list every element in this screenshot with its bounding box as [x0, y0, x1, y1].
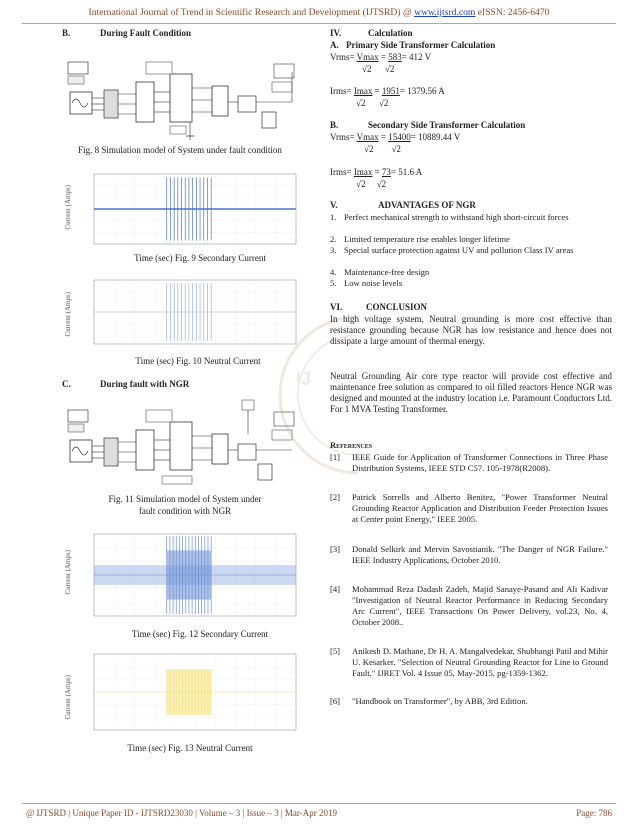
footer-divider	[22, 803, 616, 804]
vrms-a-result: = 412 V	[401, 52, 432, 62]
fig11-caption-line2: fault condition with NGR	[138, 506, 232, 516]
vrms-a-val: 583	[388, 52, 402, 62]
reference-text: "Handbook on Transformer", by ABB, 3rd Edition.	[352, 696, 528, 706]
fig8-caption: Fig. 8 Simulation model of System under fault condition	[78, 145, 282, 155]
vrms-b-val: 15400	[388, 132, 411, 142]
section-v-title: ADVANTAGES OF NGR	[378, 200, 476, 210]
section-b-title: During Fault Condition	[100, 28, 192, 38]
reference-text: Mohammad Reza Dadash Zadeh, Majid Sanaye-Pasand and Ali Kadivar "Investigation of Neutral Reactor Performance in Reducing Secondary Arc Current", IEEE Transactions On Power Delivery, vol.23, No. 4, October 2008..	[352, 584, 608, 627]
irms-a-val: 1951	[381, 86, 400, 96]
section-c-number: C.	[62, 379, 71, 389]
vrms-a-label: Vrms=	[330, 52, 357, 62]
fig8-simulink-model	[62, 42, 298, 140]
vrms-secondary-formula	[330, 132, 460, 143]
fig11-simulink-model	[62, 394, 298, 490]
fig12-ylabel: Current (Amps)	[64, 550, 72, 595]
header-divider	[22, 23, 616, 24]
advantage-text: Limited temperature rise enables longer lifetime	[344, 234, 510, 244]
fig10-caption: Time (sec) Fig. 10 Neutral Current	[135, 356, 261, 366]
journal-header	[0, 7, 638, 18]
vrms-secondary-denominator: √2 √2	[364, 144, 401, 154]
advantage-text: Perfect mechanical strength to withstand high short-circuit forces	[344, 212, 569, 222]
vrms-b-eq: =	[378, 132, 389, 142]
fig9-ylabel: Current (Amps)	[64, 185, 72, 230]
irms-a-eq: =	[372, 86, 382, 96]
advantage-number: 1.	[330, 212, 337, 222]
reference-number: [2]	[330, 492, 341, 502]
section-iv-title: Calculation	[368, 28, 413, 38]
irms-a-num: Imax	[353, 86, 373, 96]
section-b-number: B.	[62, 28, 71, 38]
irms-b-eq: =	[372, 167, 382, 177]
fig12-secondary-current-plot	[78, 530, 300, 626]
irms-b-label: Irms=	[330, 167, 354, 177]
irms-a-label: Irms=	[330, 86, 354, 96]
reference-text: Donald Selkirk and Mervin Savostianik. "The Danger of NGR Failure." IEEE Industry Applications, October 2010.	[352, 544, 608, 565]
waveform-band	[167, 669, 211, 715]
irms-secondary-formula	[330, 167, 422, 178]
reference-number: [5]	[330, 646, 341, 656]
irms-b-val: 73	[381, 167, 391, 177]
journal-name: International Journal of Trend in Scientific Research and Development (IJTSRD) @	[88, 7, 415, 18]
references-list	[330, 452, 614, 706]
fig13-ylabel: Current (Amps)	[64, 675, 72, 720]
waveform-band	[167, 550, 211, 599]
conclusion-paragraph-1: In high voltage system, Neutral grounding is more cost effective than resistance grounding because NGR has low resistance and hence does not dissipate a large amount of thermal energy.	[330, 314, 612, 346]
advantage-number: 2.	[330, 234, 337, 244]
section-c-title: During fault with NGR	[100, 379, 190, 389]
vrms-a-eq: =	[378, 52, 389, 62]
vrms-a-num: Vmax	[356, 52, 379, 62]
advantage-number: 4.	[330, 267, 337, 277]
fig13-caption: Time (sec) Fig. 13 Neutral Current	[127, 743, 253, 753]
svg-text:IJ: IJ	[296, 369, 312, 389]
reference-number: [3]	[330, 544, 341, 554]
reference-number: [1]	[330, 452, 341, 462]
references-heading: References	[330, 440, 373, 450]
irms-primary-denominator: √2 √2	[356, 98, 389, 108]
advantage-text: Special surface protection against UV and pollution Class IV areas	[344, 245, 574, 255]
subsection-a-title: Primary Side Transformer Calculation	[346, 40, 496, 50]
fig11-caption-line1: Fig. 11 Simulation model of System under	[108, 494, 262, 504]
journal-issn: eISSN: 2456-6470	[475, 7, 550, 18]
fig10-ylabel: Current (Amps)	[64, 292, 72, 337]
subsection-b-title: Secondary Side Transformer Calculation	[368, 120, 526, 130]
conclusion-paragraph-2: Neutral Grounding Air core type reactor will provide cost effective and maintenance free solution as compared to oil filled reactors Hence NGR was designed and mounted at the industry location i.e. Paramount Conductors Ltd. For 1 MVA Testing Transformer.	[330, 371, 612, 414]
page-number: Page: 786	[576, 808, 612, 818]
advantage-text: Maintenance-free design	[344, 267, 430, 277]
irms-b-result: = 51.6 A	[390, 167, 423, 177]
reference-number: [6]	[330, 696, 341, 706]
reference-text: IEEE Guide for Application of Transformer Connections in Three Phase Distribution Systems, IEEE STD C57. 105-1978(R2008).	[352, 452, 608, 473]
fig9-caption: Time (sec) Fig. 9 Secondary Current	[134, 253, 266, 263]
journal-link[interactable]: www.ijtsrd.com	[414, 7, 476, 18]
vrms-primary-denominator: √2 √2	[362, 64, 395, 74]
vrms-b-num: Vmax	[356, 132, 379, 142]
vrms-b-label: Vrms=	[330, 132, 357, 142]
fig10-neutral-current-plot	[78, 276, 300, 354]
advantage-number: 5.	[330, 278, 337, 288]
vrms-primary-formula	[330, 52, 431, 63]
section-vi-title: CONCLUSION	[366, 302, 428, 312]
section-vi-number: VI.	[330, 302, 343, 312]
reference-text: Patrick Sorrells and Alberto Benitez, "Power Transformer Neutral Grounding Reactor Application and Distribution Feeder Protection Issues at Center point Energy," IEEE 2005.	[352, 492, 608, 524]
irms-b-num: Imax	[353, 167, 373, 177]
footer-info: @ IJTSRD | Unique Paper ID - IJTSRD23030 | Volume – 3 | Issue – 3 | Mar-Apr 2019	[26, 808, 337, 818]
advantage-text: Low noise levels	[344, 278, 403, 288]
fig12-caption: Time (sec) Fig. 12 Secondary Current	[131, 629, 269, 639]
section-v-number: V.	[330, 200, 338, 210]
vrms-b-result: = 10889.44 V	[410, 132, 461, 142]
advantages-list	[330, 212, 612, 292]
section-iv-number: IV.	[330, 28, 342, 38]
fig9-secondary-current-plot	[78, 170, 300, 254]
reference-number: [4]	[330, 584, 341, 594]
irms-primary-formula	[330, 86, 445, 97]
reference-text: Anikesh D. Mathane, Dr H. A. Mangalvedekar, Shubhangi Patil and Mihir U. Kesarker. "Selection of Neutral Grounding Reactor for Line to Ground Fault." IJRET Vol. 4 Issue 05, May-2015, pg-1359-1362.	[352, 646, 608, 678]
advantage-number: 3.	[330, 245, 337, 255]
fig13-neutral-current-plot	[78, 650, 300, 740]
subsection-b-number: B.	[330, 120, 339, 130]
irms-secondary-denominator: √2 √2	[356, 179, 387, 189]
subsection-a-number: A.	[330, 40, 339, 50]
irms-a-result: = 1379.56 A	[399, 86, 445, 96]
